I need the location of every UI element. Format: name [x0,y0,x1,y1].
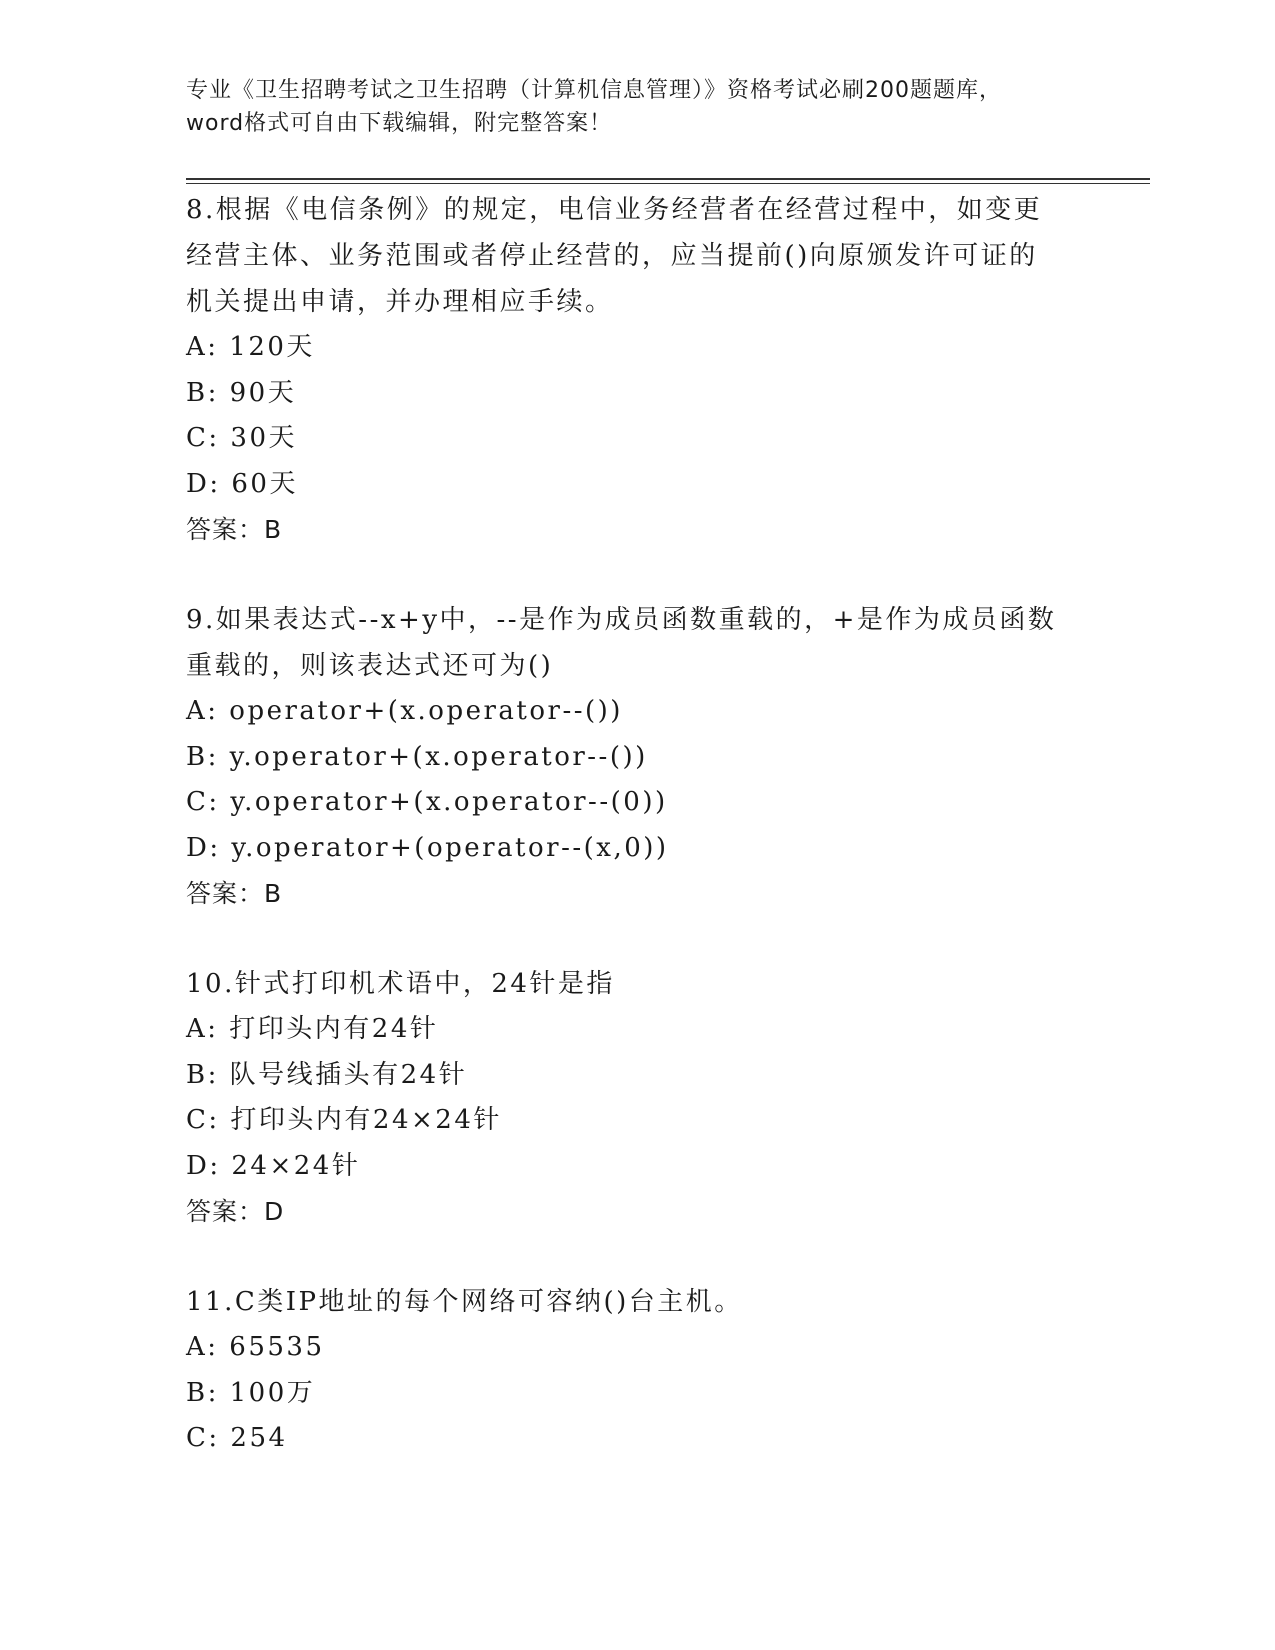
question-text [186,1279,1086,1325]
option-d: D: 24×24针 [186,1150,361,1181]
option-b: B: 队号线插头有24针 [186,1059,468,1090]
question-9 [186,597,1086,917]
answer-label: 答案：B [186,515,283,544]
option-c: C: 打印头内有24×24针 [186,1105,502,1135]
question-text-line: 10.针式打印机术语中，24针是指 [186,969,615,999]
header-divider-thin [186,183,1150,184]
option-d: D: y.operator+(operator--(x,0)) [186,832,669,863]
question-10 [186,961,1086,1235]
header-title-line-2: word格式可自由下载编辑，附完整答案！ [186,111,613,136]
question-list [186,187,1086,1506]
question-text-line: 11.C类IP地址的每个网络可容纳()台主机。 [186,1287,743,1317]
question-text-line: 9.如果表达式--x+y中，--是作为成员函数重载的，+是作为成员函数 [186,605,1057,635]
question-text-line: 重载的，则该表达式还可为() [186,651,554,681]
option-d: D: 60天 [186,468,298,499]
header-divider-thick [186,178,1150,180]
option-a: A: 65535 [186,1332,325,1362]
document-header [186,74,1086,140]
option-b: B: 90天 [186,377,297,408]
question-11 [186,1279,1086,1462]
option-c: C: 254 [186,1423,288,1453]
option-a: A: operator+(x.operator--()) [186,696,623,726]
option-c: C: y.operator+(x.operator--(0)) [186,787,668,817]
option-b: B: y.operator+(x.operator--()) [186,741,648,772]
answer-label: 答案：B [186,879,283,908]
question-text [186,597,1086,689]
answer-label: 答案：D [186,1197,285,1226]
option-c: C: 30天 [186,423,298,453]
question-text [186,187,1086,325]
option-a: A: 打印头内有24针 [186,1014,439,1044]
question-text-line: 机关提出申请，并办理相应手续。 [186,287,614,317]
question-8 [186,187,1086,553]
option-b: B: 100万 [186,1377,316,1408]
question-text [186,961,1086,1007]
question-text-line: 8.根据《电信条例》的规定，电信业务经营者在经营过程中，如变更 [186,195,1043,225]
question-text-line: 经营主体、业务范围或者停止经营的，应当提前()向原颁发许可证的 [186,241,1038,271]
header-title-line-1: 专业《卫生招聘考试之卫生招聘（计算机信息管理）》资格考试必刷200题题库， [186,78,1002,103]
option-a: A: 120天 [186,332,315,362]
